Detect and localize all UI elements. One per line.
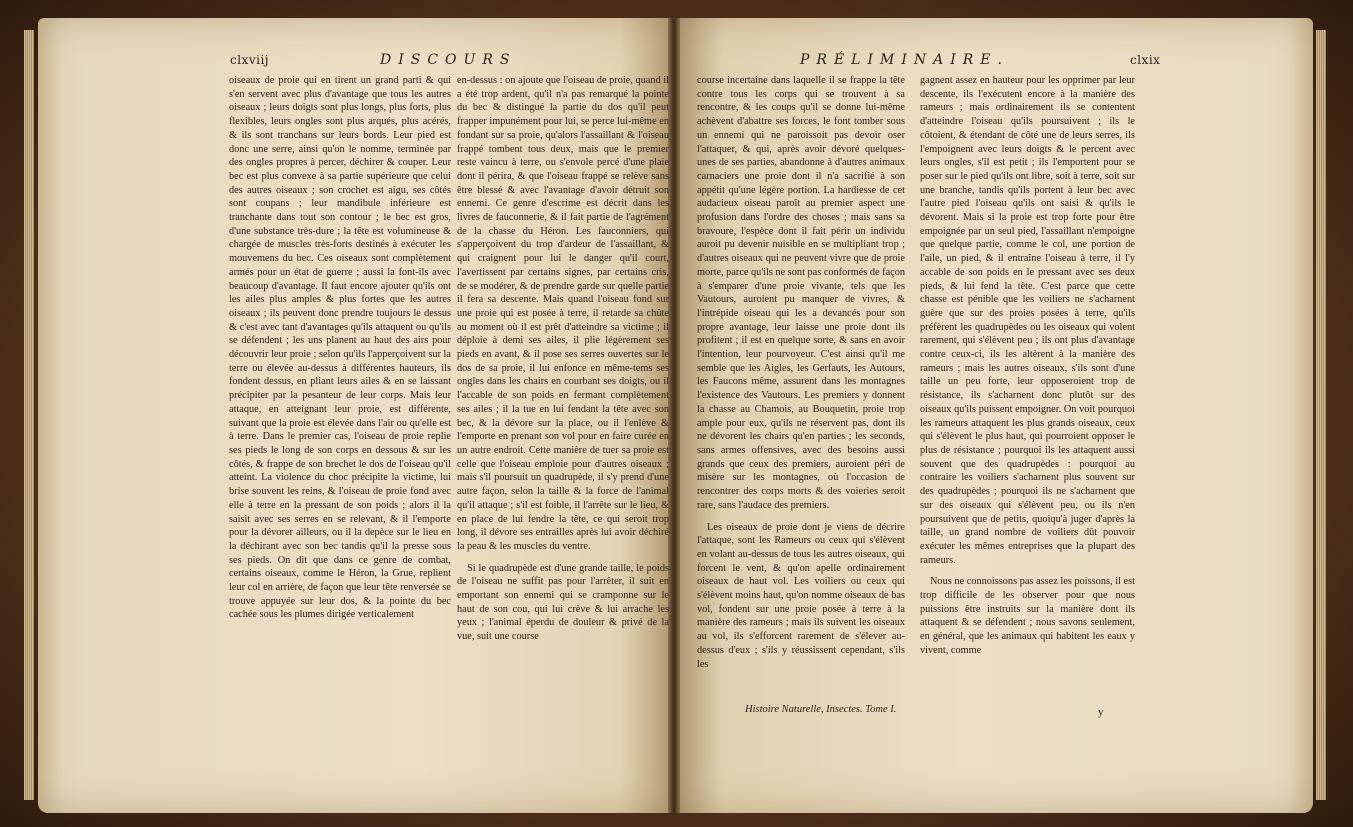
right-folio: clxix	[1130, 53, 1161, 67]
footnote: Histoire Naturelle, Insectes. Tome I.	[745, 704, 897, 715]
left-running-head-wrap	[380, 52, 516, 68]
left-column-1	[229, 74, 451, 794]
right-col1-paragraph-1: course incertaine dans laquelle il se frappe la tête contre tous les corps qui se trouvent à sa rencontre, & les coups qu'il se donne lui-même achèvent d'abattre ses forces, le font tomber sous un ennemi qui ne paroissoit pas devoir oser l'attaquer, & qui, après avoir dévoré quelques-unes de ses parties, abandonne à d'autres animaux carnaciers une proie dont il n'a sacrifié à son appétit qu'une légère portion. La hardiesse de cet audacieux oiseau paroît au premier aspect une profusion dans l'ordre des choses ; mais sans sa bravoure, l'espèce dont il fait périr un individu auroit pu devenir nuisible en se multipliant trop ; d'autres oiseaux qui ne peuvent vivre que de proie morte, parce qu'ils ne sont pas conformés de façon à s'emparer d'une proie vivante, tels que les Vautours, auroient pu manquer de vivres, & l'intrépide oiseau qui les a devancés pour son propre avantage, leur laisse une proie dont ils profitent ; il est en quelque sorte, & sans en avoir l'intention, leur pourvoyeur. C'est ainsi qu'il me semble que les Aigles, les Gerfauts, les Autours, les Faucons même, assurent dans les montagnes l'existence des Vautours. Les premiers y donnent la chasse au Chamois, au Bouquetin, proie trop ample pour eux, qu'ils ne réservent pas, dont ils ne dévorent les chairs qu'en parties ; les seconds, sans armes offensives, avec des besoins aussi grands que ceux des premiers, auroient péri de misère sur les montagnes, où l'occasion de rencontrer des corps morts & des voieries seroit rare, sans l'audace des premiers.	[697, 75, 905, 511]
left-column-2	[457, 74, 669, 794]
left-col1-paragraph: oiseaux de proie qui en tirent un grand parti & qui s'en servent avec plus d'avantage que tous les autres oiseaux ; leurs doigts sont plus longs, plus forts, plus flexibles, leurs ongles sont plus arqués, plus acérés, & ils sont tranchans sur leurs bords. Leur pied est donc une serre, ainsi qu'on le nomme, terminée par des ongles propres à percer, déchirer & couper. Leur bec est plus convexe à sa partie supérieure que celui des autres oiseaux ; son crochet est aigu, ses côtés sont coupans ; leur mandibule inférieure est tranchante dans tout son contour ; le bec est gros, d'une substance très-dure ; la tête est volumineuse & chargée de muscles très-forts destinés à exécuter les mouvemens du bec. Ces oiseaux sont complètement armés pour un état de guerre ; aussi la font-ils avec beaucoup d'avantage. Il faut encore ajouter qu'ils ont les ailes plus amples & plus fortes que les autres oiseaux ; ils peuvent donc prendre toujours le dessus & c'est avec tant d'avantages qu'ils attaquent ou qu'ils se défendent ; les uns planent au haut des airs pour découvrir leur proie ; selon qu'ils l'apperçoivent sur la terre ou élevée au-dessus à différentes hauteurs, ils fondent dessus, en pliant leurs ailes & en se laissant précipiter par la pesanteur de leur corps. Mais leur attaque, en atteignant leur proie, est différente, suivant que la proie est élevée dans l'air ou qu'elle est à terre. Dans le premier cas, l'oiseau de proie replie ses pieds le long de son corps en dessous & sur les côtés, & frappe de son brechet le dos de l'oiseau qu'il atteint. La violence du choc précipite la victime, lui brise souvent les reins, & l'oiseau de proie fond avec elle à terre en la pressant de son poids ; alors il la saisit avec ses serres en se relevant, & il l'emporte pour la dévorer ailleurs, ou il la depèce sur le lieu en la déchirant avec son bec tandis qu'il la presse sous ses pieds. On dit que dans ce genre de combat, certains oiseaux, comme le Héron, la Grue, replient leur col en arrière, de façon que leur tête renversée se trouve appuyée sur leur dos, & la pointe du bec cachée sous les plumes dirigée verticalement	[229, 75, 451, 621]
right-col2-paragraph-1: gagnent assez en hauteur pour les opprimer par leur descente, ils l'exécutent encore à la manière des rameurs ; mais ordinairement ils se contentent d'atteindre l'oiseau qu'ils poursuivent ; ils le côtoient, & étendant de côté une de leurs serres, ils l'empoignent avec leurs doigts & le percent avec leurs ongles, s'il est petit ; ils l'emportent pour se poser sur le pied qu'ils ont libre, soit à terre, soit sur une branche, tandis qu'ils portent à leur bec avec l'autre pied l'oiseau qu'ils ont saisi & qu'ils le dévorent. Mais si la proie est trop forte pour être empoignée par un seul pied, l'assaillant n'empoigne que quelque partie, comme le col, une portion de l'aile, un pied, & il entraîne l'oiseau à terre, il l'y accable de son poids en le pressant avec ses deux pieds, & lui fend la tête. C'est parce que cette chasse est pénible que les voiliers ne s'acharnent guère que sur des proies posées à terre, qu'ils préfèrent les quadrupèdes ou les oiseaux qui volent rarement, qui s'élèvent peu ; ils ont plus d'avantage contre ceux-ci, ils les altèrent à la manière des rameurs ; mais les autres oiseaux, s'ils sont d'une taille un peu forte, leur opposeroient trop de résistance, ils s'acharnent donc plutôt sur des oiseaux qu'ils puissent empoigner. On voit pourquoi les rameurs attaquent les plus grands oiseaux, ceux qui s'élèvent le plus haut, qui pourroient opposer le plus de résistance ; pourquoi ils les attaquent aussi souvent que des quadrupèdes : pourquoi au contraire les voiliers s'acharnent plus souvent sur des quadrupèdes ; pourquoi ils ne s'acharnent que sur des oiseaux qui s'élèvent peu, ou ils n'en poursuivent que de petits, quoiqu'à juger d'après la taille, un grand nombre de voiliers dût pouvoir exécuter les mêmes entreprises que la plupart des rameurs.	[920, 75, 1135, 566]
left-col2-paragraph-2: Si le quadrupède est d'une grande taille, le poids de l'oiseau ne suffit pas pour l'arrêter, il suit en emportant son ennemi qui se cramponne sur le haut de son cou, qui lui crève & lui arrache les yeux ; l'animal éperdu de douleur & privé de la vue, suit une course	[457, 562, 669, 643]
book-gutter	[668, 18, 680, 813]
right-header	[1130, 52, 1160, 68]
right-col1-paragraph-2: Les oiseaux de proie dont je viens de décrire l'attaque, sont les Rameurs ou ceux qui s'élèvent en volant au-dessus de tous les autres oiseaux, qui forcent le vent, & qu'on apelle ordinairement oiseaux de haut vol. Les voiliers ou ceux qui s'élèvent moins haut, qu'on nomme oiseaux de bas vol, fondent sur une proie posée à terre à la manière des rameurs ; mais ils suivent les oiseaux au vol, ils s'efforcent rarement de s'élever au-dessus d'eux ; s'ils y réussissent cependant, s'ils les	[697, 521, 905, 670]
left-folio: clxviij	[230, 53, 270, 67]
left-col2-paragraph-1: en-dessus : on ajoute que l'oiseau de proie, quand il a été trop ardent, qu'il n'a pas remarqué la pointe du bec & distingué la partie du dos qu'il peut frapper impunément pour lui, se perce lui-même en fondant sur sa proie, qu'alors l'assaillant & l'oiseau frappé tombent tous deux, mais que le premier reste vaincu à terre, ou s'envole percé d'une plaie dont il périra, & que l'oiseau frappé se relève sans être blessé & avec l'avantage d'avoir détruit son ennemi. Ce genre d'escrime est décrit dans les livres de fauconnerie, & il fait partie de l'agrément de la chasse du Héron. Les fauconniers, qui s'apperçoivent du trop d'ardeur de l'assaillant, & qui craignent pour lui le danger qu'il court, l'avertissent par certains signes, par certains cris, de se modérer, & de prendre garde sur quelle partie il fera sa descente. Mais quand l'oiseau fond sur une proie qui est posée à terre, il retarde sa chûte au moment où il est prêt d'atteindre sa victime ; il déploie à demi ses ailes, il plie légèrement ses pieds en avant, & il pose ses serres ouvertes sur le dos de sa proie, il lui enfonce en même-tems ses ongles dans les chairs en courbant ses doigts, ou il l'accable de son poids en fermant complètement ses ailes ; il la tue en lui fendant la tête avec son bec, & la dévore sur la place, ou il l'enlève & l'emporte en prenant son vol pour en faire curée en un autre endroit. Cette manière de tuer sa proie est celle que l'oiseau emploie pour d'autres oiseaux ; mais s'il poursuit un quadrupède, il s'y prend d'une autre façon, selon la taille & la force de l'animal qu'il attaque ; s'il est foible, il l'arrête sur le lieu, & en place de lui fendre la tête, ce qui seroit trop long, il dévore ses entrailles après lui avoir déchiré la peau & les muscles du ventre.	[457, 75, 669, 552]
right-column-2	[920, 74, 1135, 739]
signature-mark: y	[1098, 706, 1104, 718]
page-edges-right	[1316, 30, 1326, 800]
right-running-head: PRÉLIMINAIRE.	[800, 52, 1009, 68]
left-running-head: DISCOURS	[380, 52, 517, 68]
right-col2-paragraph-2: Nous ne connoissons pas assez les poissons, il est trop difficile de les observer pour que nous puissions être instruits sur la manière dont ils attaquent & se défendent ; nous savons seulement, en général, que les animaux qui habitent les eaux y vivent, comme	[920, 576, 1135, 656]
right-column-1	[697, 74, 905, 694]
left-header	[230, 52, 269, 68]
right-running-head-wrap	[800, 52, 1009, 68]
page-edges-left	[24, 30, 34, 800]
